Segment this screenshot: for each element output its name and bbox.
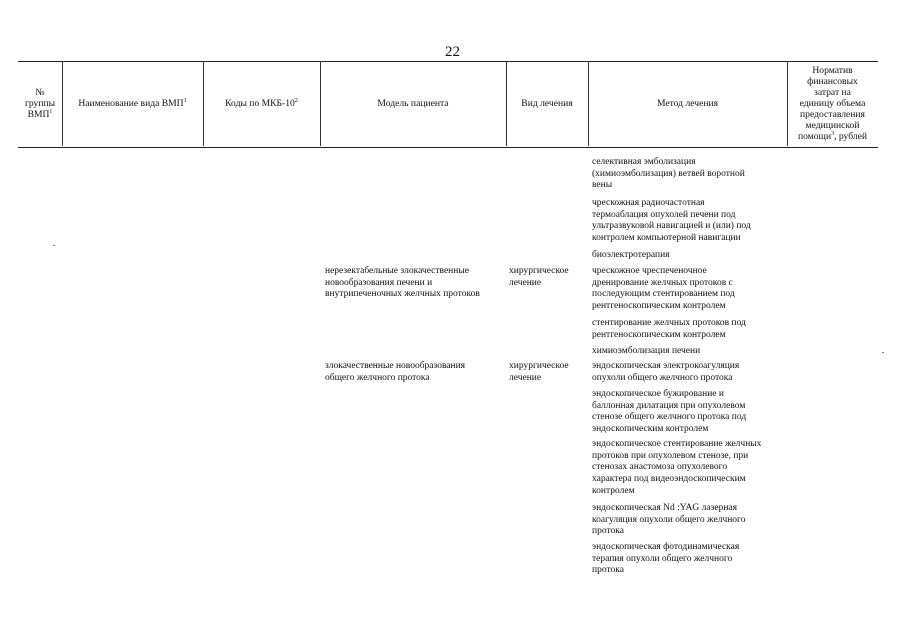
method-entry: селективная эмболизация (химиоэмболизация) ветвей воротной вены [592, 157, 745, 191]
header-financial-norm: Норматив финансовых затрат на единицу объема предоставления медицинской помощи$^3$, рублей [797, 65, 868, 142]
header-patient-model: Модель пациента [377, 98, 449, 109]
scan-mark [882, 352, 884, 353]
treatment-type-text: хирургическое лечение [509, 266, 569, 288]
header-icd-codes: Коды по МКБ-$10^2$ [225, 97, 298, 109]
method-entry: биоэлектротерапия [592, 250, 670, 260]
method-entry: эндоскопическое стентирование желчных протоков при опухолевом стенозе, при стенозах анастомоза опухолевого характера под видеоэндоскопическим контролем [592, 439, 762, 496]
method-entry: чрескожное чреспеченочное дренирование желчных протоков с последующим стентированием под рентгеноскопическим контролем [592, 266, 735, 312]
method-entry: эндоскопическая фотодинамическая терапия опухоли общего желчного протока [592, 542, 740, 576]
method-entry: химиоэмболизация печени [592, 346, 701, 356]
patient-model-text: нерезектабельные злокачественные новообразования печени и внутрипеченочных желчных протоков [325, 266, 480, 300]
header-treatment-type: Вид лечения [521, 98, 573, 109]
method-entry: эндоскопическая Nd :YAG лазерная коагуляция опухоли общего желчного протока [592, 503, 746, 537]
method-entry: эндоскопическая электрокоагуляция опухоли общего желчного протока [592, 361, 740, 383]
scan-mark [53, 245, 55, 246]
header-treatment-method: Метод лечения [656, 98, 719, 109]
method-entry: стентирование желчных протоков под рентгеноскопическим контролем [592, 318, 746, 340]
treatment-type-text: хирургическое лечение [509, 361, 569, 383]
method-entry: чрескожная радиочастотная термоаблация опухолей печени под ультразвуковой навигацией и (или) под контролем компьютерной навигации [592, 198, 751, 244]
header-vmp-name: Наименование вида ВМП$^1$ [78, 97, 187, 109]
header-group-number: № группы ВМП$^1$ [24, 87, 56, 120]
page-number: 22 [445, 44, 460, 60]
patient-model-text: злокачественные новообразования общего желчного протока [325, 361, 466, 383]
method-entry: эндоскопическое бужирование и баллонная дилатация при опухолевом стенозе общего желчного протока под эндоскопическим контролем [592, 389, 747, 435]
